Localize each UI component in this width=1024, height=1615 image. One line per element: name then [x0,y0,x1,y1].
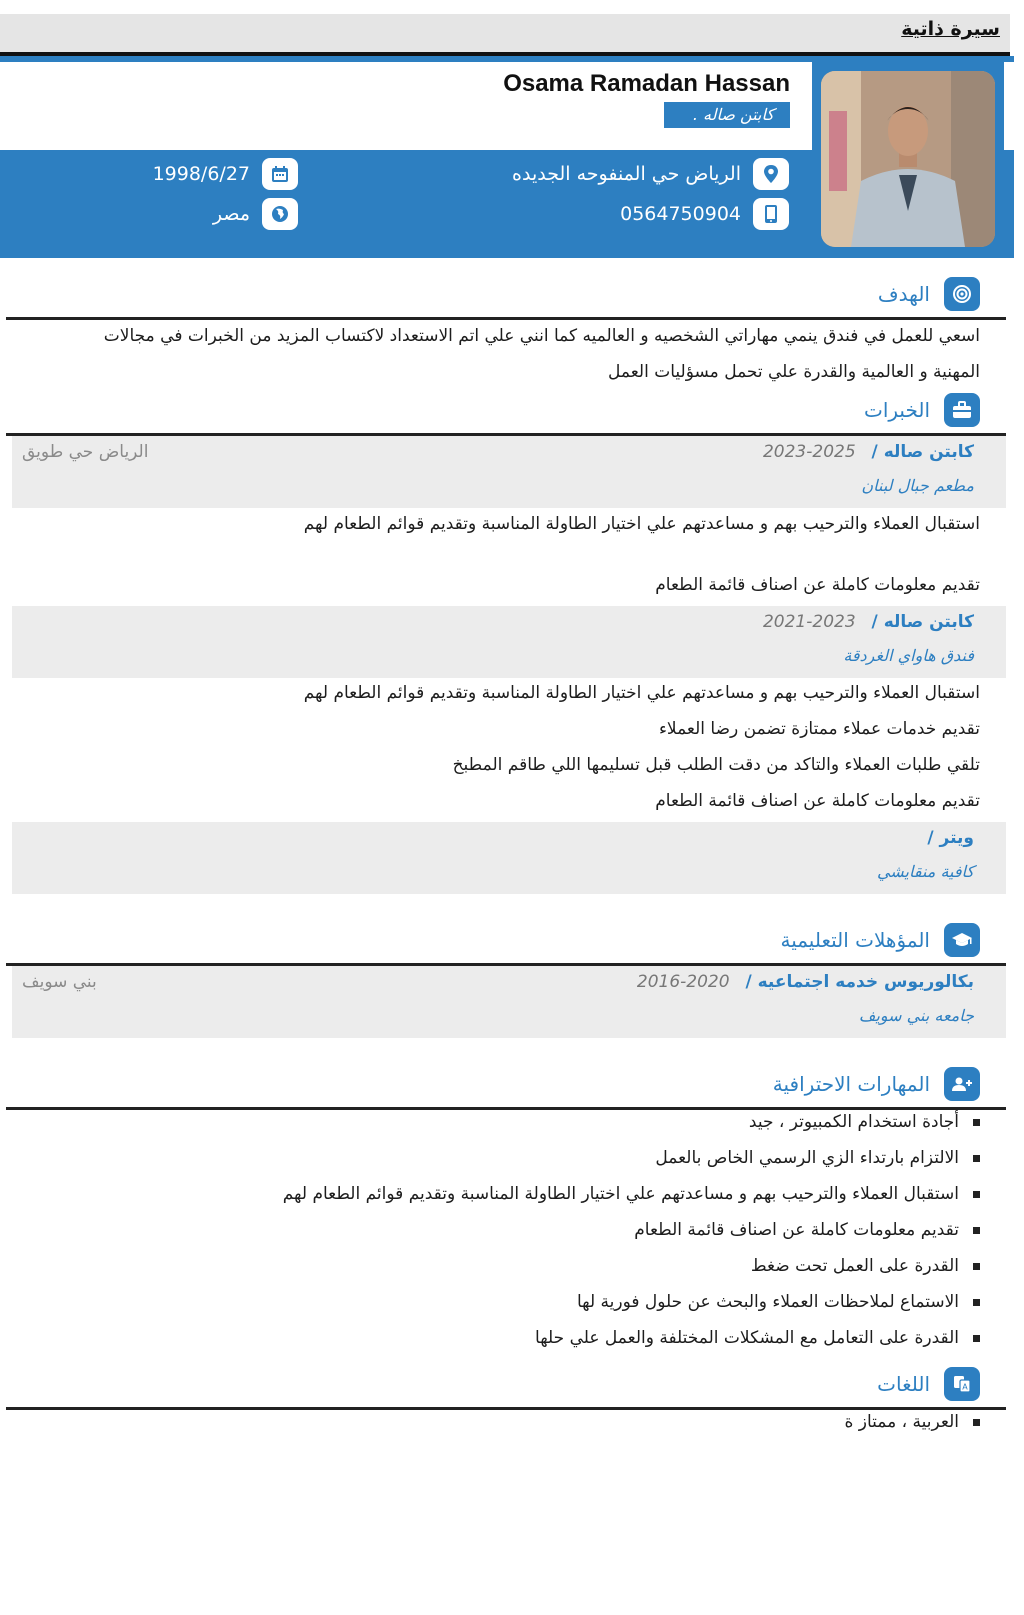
experience-entry [12,436,1006,508]
briefcase-icon [944,393,980,427]
objective-text [40,318,980,390]
experience-task: تقديم معلومات كاملة عن اصناف قائمة الطعام [655,791,980,811]
bullet-marker [973,1263,980,1270]
skill-item [749,1112,980,1132]
entry-years: 2023-2021 [762,612,856,632]
calendar-icon [262,158,298,190]
bullet-marker [973,1155,980,1162]
experience-task: تلقي طلبات العملاء والتاكد من دقت الطلب قبل تسليمها اللي طاقم المطبخ [452,755,980,775]
experience-entry-title: ويتر / [927,828,974,848]
skill-text: الاستماع لملاحظات العملاء والبحث عن حلول فورية لها [576,1292,959,1312]
experience-task: تقديم خدمات عملاء ممتازة تضمن رضا العملاء [658,719,980,739]
mobile-phone-icon [753,198,789,230]
skills-title: المهارات الاحترافية [772,1072,930,1096]
skill-item [535,1328,980,1348]
user-group-icon [944,1067,980,1101]
bullet-marker [973,1191,980,1198]
objective-line: المهنية و العالمية والقدرة علي تحمل مسؤليات العمل [608,362,980,382]
section-divider [6,1407,1006,1410]
birth-date-text: 1998/6/27 [152,163,250,185]
objective-title: الهدف [877,282,930,306]
language-text: العربية ، ممتاز ة [844,1412,959,1432]
phone-text: 0564750904 [620,203,741,225]
profile-name: Osama Ramadan Hassan [503,70,790,97]
entry-role: ويتر [939,828,974,848]
skill-text: القدرة على التعامل مع المشكلات المختلفة والعمل علي حلها [535,1328,959,1348]
skill-item [283,1184,980,1204]
graduation-cap-icon [944,923,980,957]
experience-entry [12,822,1006,894]
profile-header [0,56,1014,264]
bullet-marker [973,1419,980,1426]
entry-company: كافية منقايشي [876,862,974,881]
language-translate-icon [944,1367,980,1401]
bullet-marker [973,1227,980,1234]
objective-heading [878,274,980,314]
entry-degree: بكالوريوس خدمه اجتماعيه [757,972,974,992]
nationality-info [213,198,298,230]
phone-info [620,198,789,230]
experience-task: تقديم معلومات كاملة عن اصناف قائمة الطعام [655,575,980,595]
address-info [512,158,789,190]
profile-photo [821,71,995,247]
experience-entry-title: كابتن صاله / 2023-2021 [762,612,974,632]
experience-task: استقبال العملاء والترحيب بهم و مساعدتهم علي اختيار الطاولة المناسبة وتقديم قوائم الطعام لهم [303,683,980,703]
bullet-marker [973,1299,980,1306]
experience-task: استقبال العملاء والترحيب بهم و مساعدتهم علي اختيار الطاولة المناسبة وتقديم قوائم الطعام لهم [303,514,980,534]
skill-item [655,1148,980,1168]
skill-text: أجادة استخدام الكمبيوتر ، جيد [748,1112,959,1132]
language-item [844,1412,980,1432]
experience-title: الخبرات [863,398,930,422]
skill-text: تقديم معلومات كاملة عن اصناف قائمة الطعام [634,1220,959,1240]
experience-entry-title: كابتن صاله / 2025-2023 [762,442,974,462]
birth-date-info [153,158,298,190]
target-icon [944,277,980,311]
education-title: المؤهلات التعليمية [780,928,930,952]
globe-icon [262,198,298,230]
experience-heading [864,390,980,430]
education-entry-title: بكالوريوس خدمه اجتماعيه / 2020-2016 [636,972,974,992]
bullet-marker [973,1119,980,1126]
entry-institution: جامعه بني سويف [858,1006,974,1025]
document-title-bar [0,14,1010,56]
document-title: سيرة ذاتية [901,18,1000,40]
skills-heading [773,1064,980,1104]
nationality-text: مصر [212,203,250,225]
education-entry [12,966,1006,1038]
entry-role: كابتن صاله [883,442,974,462]
skill-text: استقبال العملاء والترحيب بهم و مساعدتهم علي اختيار الطاولة المناسبة وتقديم قوائم الطعام لهم [282,1184,959,1204]
profile-photo-frame [812,62,1004,258]
svg-text:A: A [962,1382,968,1392]
languages-title: اللغات [877,1372,930,1396]
entry-years: 2025-2023 [762,442,856,462]
profile-job-title: كابتن صاله . [664,102,790,128]
entry-location: بني سويف [22,972,97,992]
languages-heading [877,1364,980,1404]
address-text: الرياض حي المنفوحه الجديده [512,163,741,185]
skill-item [751,1256,980,1276]
skill-text: القدرة على العمل تحت ضغط [750,1256,959,1276]
experience-entry [12,606,1006,678]
skill-item [577,1292,980,1312]
objective-line: اسعي للعمل في فندق ينمي مهاراتي الشخصيه و العالميه كما انني علي اتم الاستعداد لاكتساب المزيد من الخبرات في مجالات [103,326,980,346]
entry-company: مطعم جبال لبنان [861,476,974,495]
entry-years: 2020-2016 [636,972,730,992]
entry-location: الرياض حي طويق [22,442,149,462]
education-heading [780,920,980,960]
bullet-marker [973,1335,980,1342]
section-divider [6,1107,1006,1110]
skill-text: الالتزام بارتداء الزي الرسمي الخاص بالعمل [655,1148,959,1168]
entry-role: كابتن صاله [883,612,974,632]
skill-item [634,1220,980,1240]
entry-company: فندق هاواي الغردقة [843,646,974,665]
location-pin-icon [753,158,789,190]
